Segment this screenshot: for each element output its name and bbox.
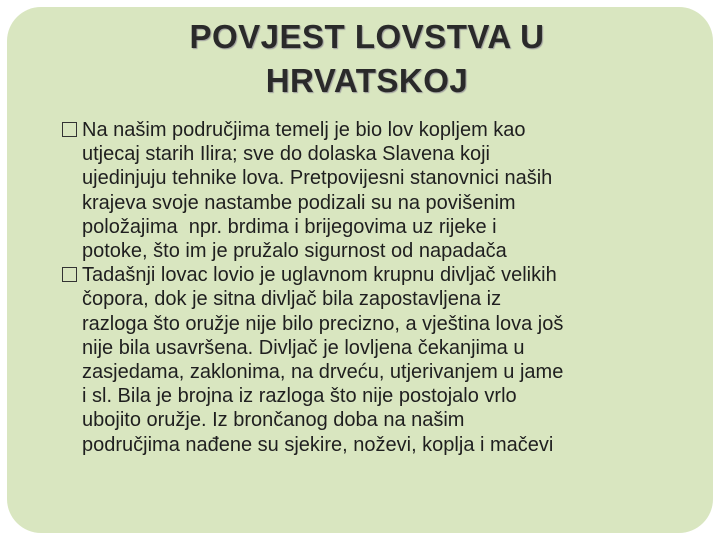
bullet-list bbox=[82, 118, 682, 457]
title-line-1: POVJEST LOVSTVA U bbox=[189, 18, 545, 55]
bullet-2-line-1: Tadašnji lovac lovio je uglavnom krupnu divljač velikih bbox=[82, 264, 557, 287]
hollow-square-bullet-icon bbox=[62, 267, 77, 282]
bullet-1-line-6: potoke, što im je pružalo sigurnost od napadača bbox=[82, 240, 507, 263]
slide-title bbox=[67, 15, 667, 103]
bullet-2-line-7: ubojito oružje. Iz brončanog doba na našim bbox=[82, 409, 465, 432]
bullet-1-line-4: krajeva svoje nastambe podizali su na povišenim bbox=[82, 191, 516, 214]
bullet-1-line-1: Na našim područjima temelj je bio lov kopljem kao bbox=[82, 119, 526, 141]
bullet-1-line-3: ujedinjuju tehnike lova. Pretpovijesni stanovnici naših bbox=[82, 167, 553, 190]
bullet-2-line-3: razloga što oružje nije bilo precizno, a vještina lova još bbox=[82, 312, 564, 335]
hollow-square-bullet-icon bbox=[62, 122, 77, 137]
bullet-2-line-4: nije bila usavršena. Divljač je lovljena čekanjima u bbox=[82, 336, 525, 359]
bullet-item-2 bbox=[82, 263, 682, 457]
bullet-2-line-6: i sl. Bila je brojna iz razloga što nije postojalo vrlo bbox=[82, 385, 517, 408]
bullet-2-line-5: zasjedama, zaklonima, na drveću, utjerivanjem u jame bbox=[82, 361, 564, 384]
bullet-2-line-8: područjima nađene su sjekire, noževi, koplja i mačevi bbox=[82, 433, 554, 456]
bullet-1-line-5: položajima npr. brdima i brijegovima uz rijeke i bbox=[82, 215, 497, 238]
bullet-1-line-2: utjecaj starih Ilira; sve do dolaska Slavena koji bbox=[82, 143, 490, 166]
title-line-2: HRVATSKOJ bbox=[265, 62, 469, 99]
bullet-2-line-2: čopora, dok je sitna divljač bila zapostavljena iz bbox=[82, 288, 502, 311]
bullet-item-1 bbox=[82, 118, 682, 263]
